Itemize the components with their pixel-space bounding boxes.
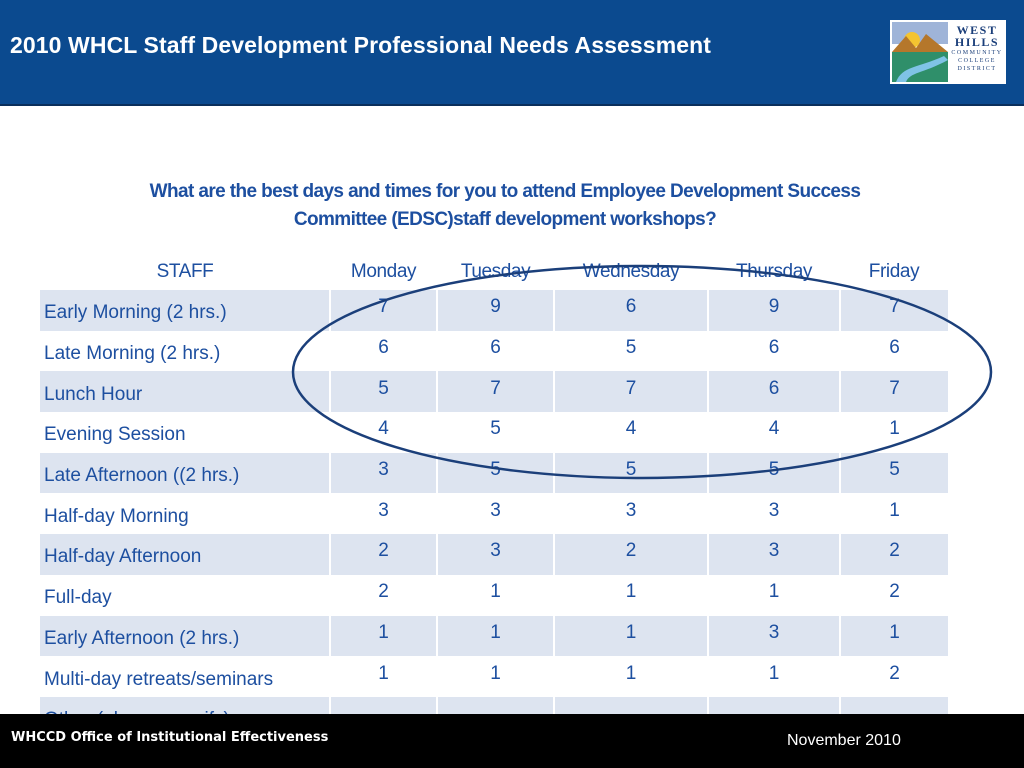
table-cell: 1: [437, 616, 554, 657]
column-header-tuesday: Tuesday: [460, 261, 531, 282]
table-row: [40, 534, 948, 575]
table-cell: 6: [708, 371, 840, 412]
row-label: Half-day Morning: [44, 505, 189, 527]
table-cell: 1: [840, 493, 948, 534]
table-cell: 3: [708, 493, 840, 534]
table-cell: 5: [708, 453, 840, 494]
row-label: Half-day Afternoon: [40, 534, 330, 575]
row-label: Early Afternoon (2 hrs.): [40, 616, 330, 657]
table-cell: 1: [708, 656, 840, 697]
table-cell: 1: [554, 575, 708, 616]
table-cell: 6: [554, 290, 708, 331]
table-cell: 3: [330, 493, 437, 534]
table-cell: 2: [840, 575, 948, 616]
footer-office-name: WHCCD Office of Institutional Effectiveness: [11, 730, 329, 745]
survey-question-line-2: Committee (EDSC)staff development workshops?: [293, 209, 717, 230]
table-cell: 3: [437, 493, 554, 534]
table-cell: 6: [840, 331, 948, 372]
footer-date: November 2010: [787, 732, 901, 749]
table-cell: 1: [437, 656, 554, 697]
row-label: Early Morning (2 hrs.): [40, 290, 330, 331]
table-row: [40, 453, 948, 494]
table-cell: 3: [708, 616, 840, 657]
survey-question: [40, 178, 970, 234]
table-cell: 7: [840, 371, 948, 412]
table-cell: 2: [840, 534, 948, 575]
table-row: [40, 412, 948, 453]
table-cell: 5: [330, 371, 437, 412]
table-cell: 7: [554, 371, 708, 412]
slide-title: 2010 WHCL Staff Development Professional Needs Assessment: [10, 32, 712, 58]
table-row: [40, 575, 948, 616]
column-header-monday: Monday: [350, 261, 417, 282]
landscape-logo-icon: [892, 22, 948, 82]
table-cell: 5: [840, 453, 948, 494]
table-cell: 7: [437, 371, 554, 412]
table-row: [40, 616, 948, 657]
column-header-friday: Friday: [868, 261, 920, 282]
table-row: [40, 290, 948, 331]
table-cell: 9: [437, 290, 554, 331]
table-body: [40, 290, 948, 738]
table-cell: 3: [330, 453, 437, 494]
row-label: Multi-day retreats/seminars: [44, 668, 274, 690]
table-cell: 2: [840, 656, 948, 697]
table-cell: 1: [708, 575, 840, 616]
slide-header: [0, 0, 1024, 106]
table-cell: 3: [554, 493, 708, 534]
table-cell: 3: [708, 534, 840, 575]
table-row: [40, 656, 948, 697]
table-cell: 1: [840, 412, 948, 453]
table-cell: 1: [840, 616, 948, 657]
table-cell: 3: [437, 534, 554, 575]
row-label: Late Afternoon ((2 hrs.): [40, 453, 330, 494]
row-label: Full-day: [44, 587, 112, 609]
table-cell: 6: [708, 331, 840, 372]
row-label: Late Morning (2 hrs.): [44, 343, 221, 365]
table-cell: 1: [554, 656, 708, 697]
table-cell: 4: [330, 412, 437, 453]
table-cell: 4: [708, 412, 840, 453]
logo-wordmark: WEST HILLS: [954, 23, 1000, 49]
row-label: Lunch Hour: [40, 371, 330, 412]
slide-footer: [0, 714, 1024, 768]
column-header-wednesday: Wednesday: [582, 261, 680, 282]
table-cell: 7: [840, 290, 948, 331]
table-cell: 1: [554, 616, 708, 657]
table-row: [40, 493, 948, 534]
table-cell: 5: [437, 453, 554, 494]
column-header-staff: STAFF: [156, 261, 214, 282]
availability-table: [40, 254, 948, 738]
table-cell: 5: [554, 331, 708, 372]
table-cell: 5: [437, 412, 554, 453]
column-header-thursday: Thursday: [735, 261, 812, 282]
table-row: [40, 371, 948, 412]
logo-subtext: COMMUNITY COLLEGE DISTRICT: [951, 50, 1003, 72]
row-label: Evening Session: [44, 424, 186, 446]
table-cell: 6: [330, 331, 437, 372]
table-cell: 2: [330, 534, 437, 575]
table-cell: 2: [330, 575, 437, 616]
table-cell: 6: [437, 331, 554, 372]
table-cell: 9: [708, 290, 840, 331]
table-cell: 1: [330, 656, 437, 697]
west-hills-logo: [890, 20, 1006, 84]
table-row: [40, 331, 948, 372]
table-cell: 5: [554, 453, 708, 494]
table-cell: 2: [554, 534, 708, 575]
table-cell: 4: [554, 412, 708, 453]
table-cell: 1: [437, 575, 554, 616]
table-cell: 1: [330, 616, 437, 657]
table-header-row: [40, 254, 948, 290]
survey-question-line-1: What are the best days and times for you to attend Employee Development Success: [149, 181, 861, 202]
table-cell: 7: [330, 290, 437, 331]
